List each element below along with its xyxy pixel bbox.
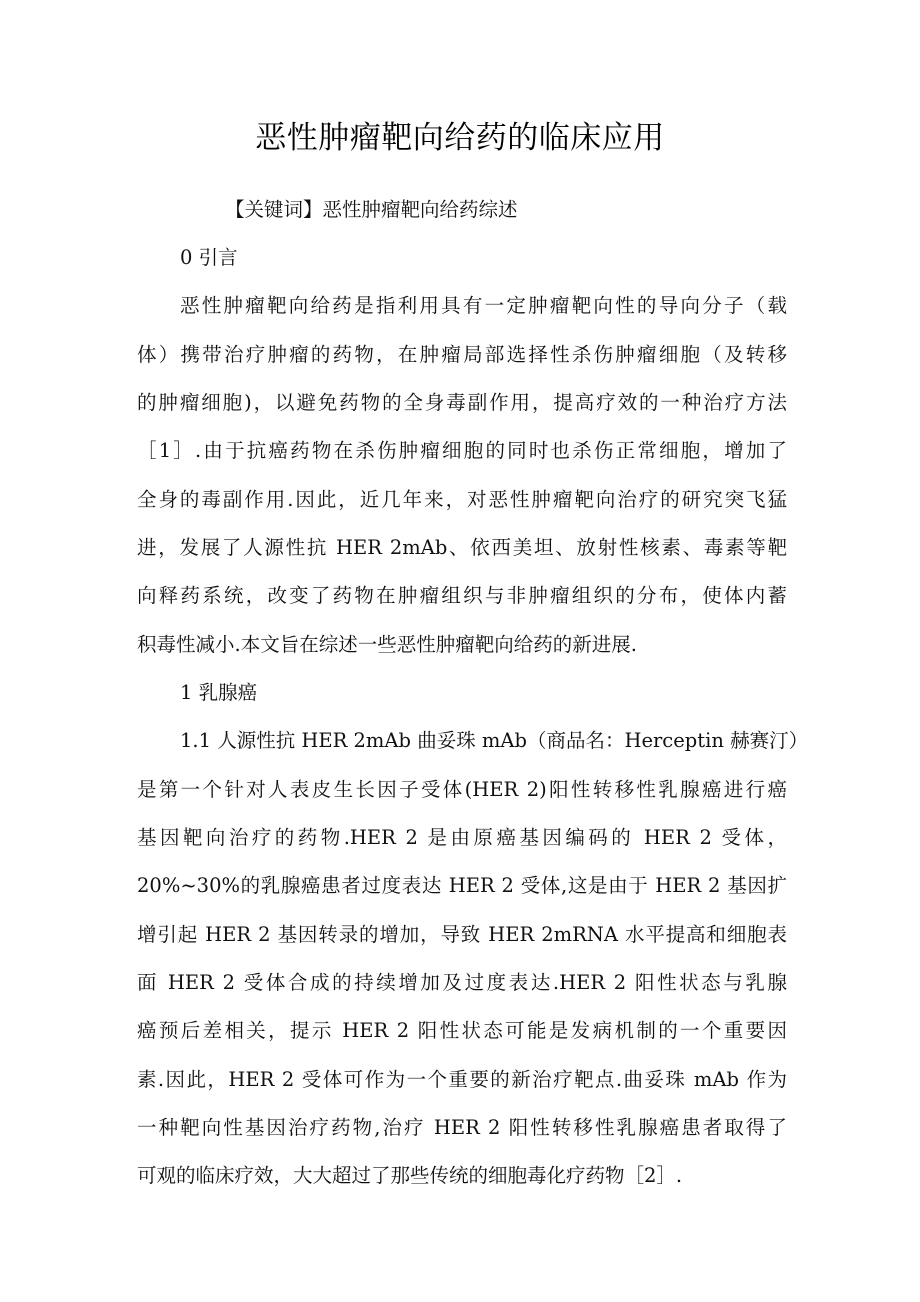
- paragraph-line: ［1］.由于抗癌药物在杀伤肿瘤细胞的同时也杀伤正常细胞，增加了: [137, 439, 787, 462]
- paragraph-line: 恶性肿瘤靶向给药是指利用具有一定肿瘤靶向性的导向分子（载: [180, 294, 787, 317]
- paragraph-line: 体）携带治疗肿瘤的药物，在肿瘤局部选择性杀伤肿瘤细胞（及转移: [137, 343, 787, 366]
- paragraph-line: 癌预后差相关，提示 HER 2 阳性状态可能是发病机制的一个重要因: [137, 1019, 787, 1042]
- paragraph-line: 增引起 HER 2 基因转录的增加，导致 HER 2mRNA 水平提高和细胞表: [137, 923, 787, 946]
- paragraph-line: 20%~30%的乳腺癌患者过度表达 HER 2 受体,这是由于 HER 2 基因扩: [137, 874, 787, 897]
- section-heading-breast-cancer: 1 乳腺癌: [180, 681, 258, 704]
- paragraph-line: 的肿瘤细胞)，以避免药物的全身毒副作用，提高疗效的一种治疗方法: [137, 391, 787, 414]
- paragraph-line: 面 HER 2 受体合成的持续增加及过度表达.HER 2 阳性状态与乳腺: [137, 971, 787, 994]
- paragraph-line: 向释药系统，改变了药物在肿瘤组织与非肿瘤组织的分布，使体内蓄: [137, 584, 787, 607]
- paragraph-line: 是第一个针对人表皮生长因子受体(HER 2)阳性转移性乳腺癌进行癌: [137, 778, 787, 801]
- paragraph-line: 全身的毒副作用.因此，近几年来，对恶性肿瘤靶向治疗的研究突飞猛: [137, 488, 787, 511]
- paragraph-line: 基因靶向治疗的药物.HER 2 是由原癌基因编码的 HER 2 受体，: [137, 826, 787, 849]
- paragraph-line: 1.1 人源性抗 HER 2mAb 曲妥珠 mAb（商品名：Herceptin 赫赛汀）: [180, 729, 809, 752]
- paragraph-line: 进，发展了人源性抗 HER 2mAb、依西美坦、放射性核素、毒素等靶: [137, 536, 787, 559]
- document-title: 恶性肿瘤靶向给药的临床应用: [255, 120, 665, 156]
- paragraph-line: 一种靶向性基因治疗药物,治疗 HER 2 阳性转移性乳腺癌患者取得了: [137, 1116, 787, 1139]
- section-heading-intro: 0 引言: [180, 246, 238, 269]
- paragraph-line: 积毒性减小.本文旨在综述一些恶性肿瘤靶向给药的新进展.: [137, 633, 637, 656]
- paragraph-line: 可观的临床疗效，大大超过了那些传统的细胞毒化疗药物［2］.: [137, 1164, 683, 1187]
- paragraph-line: 素.因此，HER 2 受体可作为一个重要的新治疗靶点.曲妥珠 mAb 作为: [137, 1068, 787, 1091]
- keywords-line: 【关键词】恶性肿瘤靶向给药综述: [225, 198, 518, 221]
